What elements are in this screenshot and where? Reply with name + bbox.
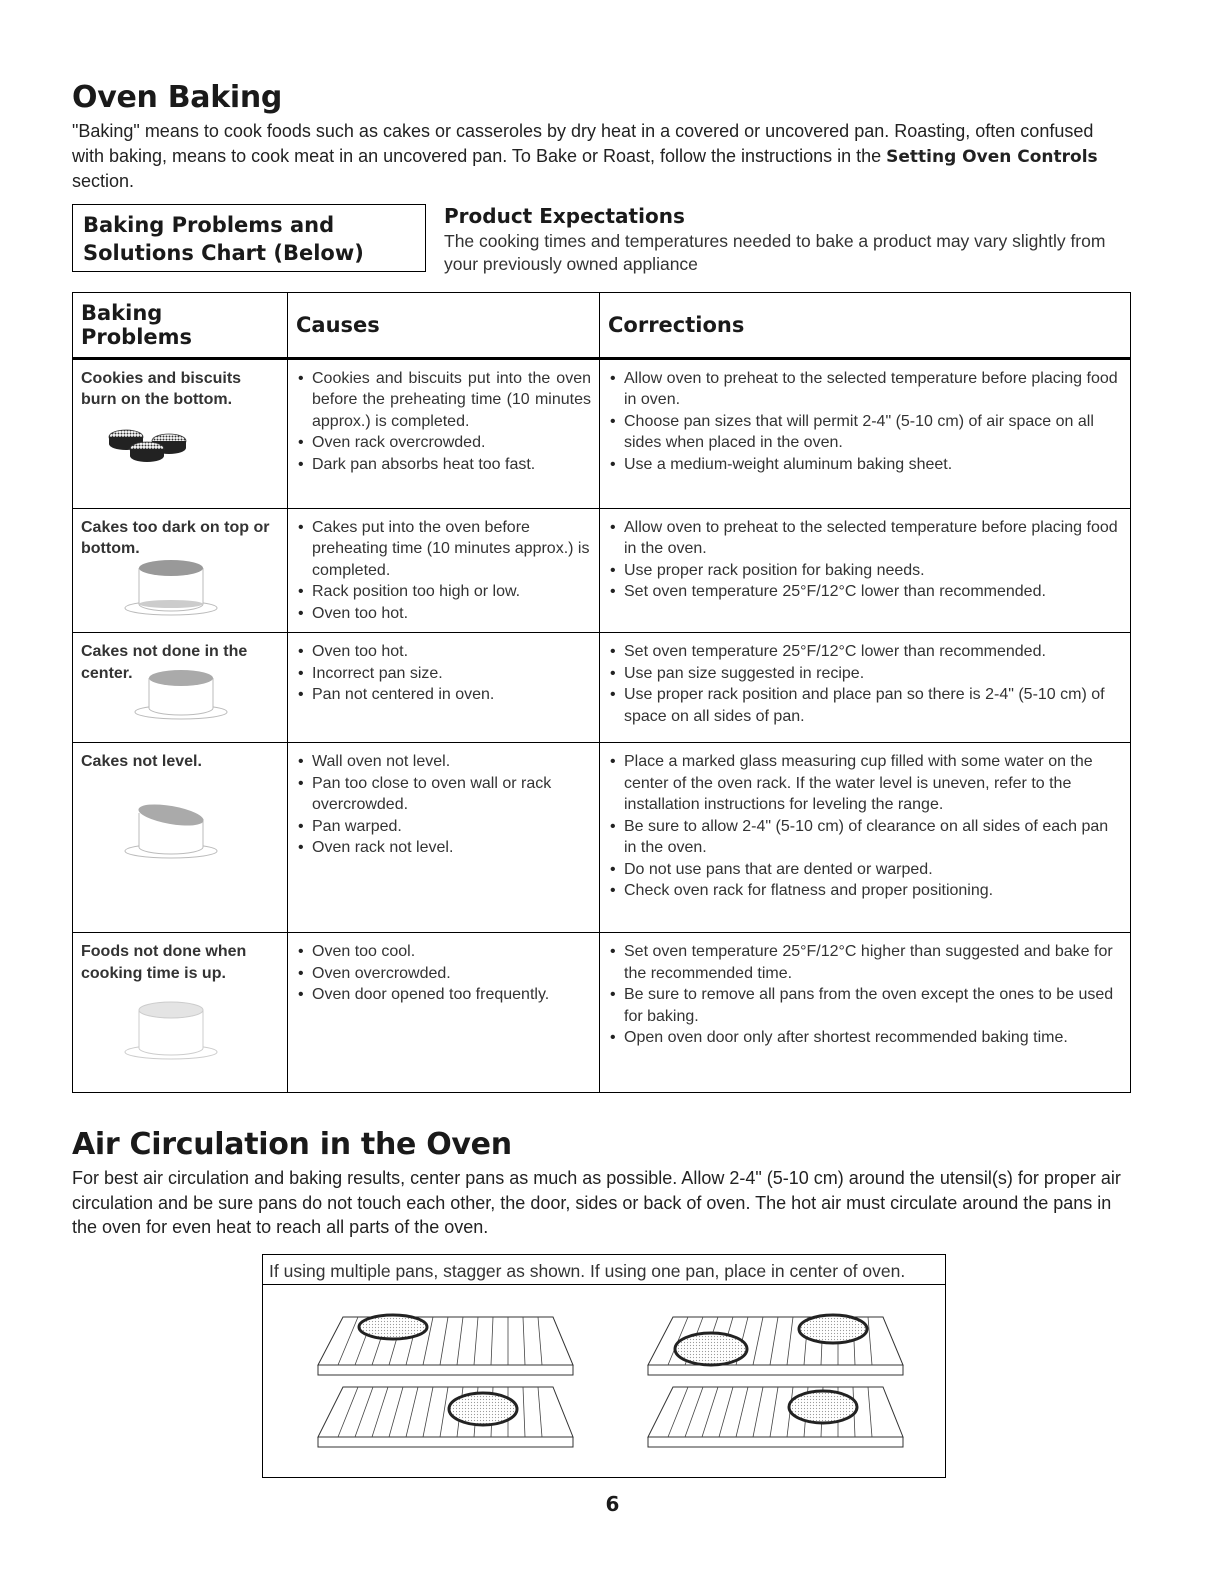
- cause-item: • Oven too cool.: [296, 941, 591, 963]
- table-row: [73, 933, 1131, 1093]
- problem-text: Cakes too dark on top or bottom.: [81, 518, 270, 557]
- correction-item: • Set oven temperature 25°F/12°C lower than recommended.: [608, 581, 1122, 603]
- problem-text: Foods not done when cooking time is up.: [81, 943, 247, 982]
- chart-title-box: [72, 204, 426, 272]
- header-corrections: Corrections: [600, 292, 1131, 358]
- table-row: [73, 743, 1131, 933]
- causes-cell: [288, 508, 600, 633]
- cake-dark-icon: [81, 556, 241, 616]
- pan-placement-caption: If using multiple pans, stagger as shown. If using one pan, place in center of oven.: [263, 1255, 945, 1285]
- pan-left-top: [359, 1315, 427, 1339]
- correction-item: • Be sure to allow 2-4" (5-10 cm) of clearance on all sides of each pan in the oven.: [608, 816, 1122, 859]
- cause-item: • Wall oven not level.: [296, 751, 591, 773]
- chart-title-line2: Solutions Chart (Below): [83, 240, 364, 265]
- page-number: 6: [605, 1492, 620, 1516]
- cake-tilted-icon: [81, 795, 251, 865]
- cause-item: • Oven too hot.: [296, 603, 591, 625]
- air-circulation-title: Air Circulation in the Oven: [72, 1127, 512, 1162]
- product-expectations-title: Product Expectations: [444, 203, 685, 228]
- cause-item: • Pan too close to oven wall or rack overcrowded.: [296, 773, 591, 816]
- corrections-cell: [600, 508, 1131, 633]
- causes-cell: [288, 633, 600, 743]
- pan-right-bottom: [789, 1391, 857, 1423]
- chart-title-line1: Baking Problems and: [83, 212, 335, 237]
- oven-racks-illustration: [263, 1287, 945, 1477]
- chart-intro-row: [72, 204, 1130, 290]
- pan-right-top-1: [675, 1333, 747, 1365]
- correction-item: • Set oven temperature 25°F/12°C lower than recommended.: [608, 641, 1122, 663]
- correction-item: • Use a medium-weight aluminum baking sheet.: [608, 454, 1122, 476]
- correction-item: • Check oven rack for flatness and proper positioning.: [608, 880, 1122, 902]
- problem-cell: [73, 508, 288, 633]
- problem-cell: [73, 358, 288, 508]
- problem-text: Cakes not done in the center.: [81, 643, 248, 682]
- cause-item: • Pan warped.: [296, 816, 591, 838]
- oven-baking-intro: [72, 119, 1130, 194]
- cause-item: • Oven door opened too frequently.: [296, 984, 591, 1006]
- air-circulation-text: For best air circulation and baking results, center pans as much as possible. Allow 2-4" (5-10 cm) around the utensil(s) for proper air circulation and be sure pans do not touch each other, the door, sides or back of oven. The hot air must circulate around the pans in the oven for even heat to reach all parts of the oven.: [72, 1168, 1121, 1237]
- table-header-row: [73, 292, 1131, 358]
- oven-baking-title: Oven Baking: [72, 80, 283, 115]
- correction-item: • Allow oven to preheat to the selected temperature before placing food in the oven.: [608, 517, 1122, 560]
- problem-text: Cakes not level.: [81, 753, 202, 770]
- correction-item: • Use pan size suggested in recipe.: [608, 663, 1122, 685]
- cause-item: • Oven rack overcrowded.: [296, 432, 591, 454]
- cause-item: • Rack position too high or low.: [296, 581, 591, 603]
- corrections-cell: [600, 358, 1131, 508]
- causes-cell: [288, 358, 600, 508]
- table-row: [73, 508, 1131, 633]
- problem-text: Cookies and biscuits burn on the bottom.: [81, 369, 242, 408]
- cookies-icon: [81, 417, 201, 467]
- table-row: [73, 358, 1131, 508]
- intro-bold-link: Setting Oven Controls: [886, 146, 1098, 167]
- cause-item: • Cakes put into the oven before preheating time (10 minutes approx.) is completed.: [296, 517, 591, 582]
- pan-placement-figure: [262, 1254, 946, 1478]
- table-row: [73, 633, 1131, 743]
- cause-item: • Dark pan absorbs heat too fast.: [296, 454, 591, 476]
- cause-item: • Oven overcrowded.: [296, 963, 591, 985]
- pan-left-bottom: [449, 1393, 517, 1425]
- correction-item: • Use proper rack position for baking needs.: [608, 560, 1122, 582]
- cake-pale-icon: [81, 994, 251, 1064]
- correction-item: • Choose pan sizes that will permit 2-4" (5-10 cm) of air space on all sides when placed in the oven.: [608, 411, 1122, 454]
- corrections-cell: [600, 933, 1131, 1093]
- correction-item: • Be sure to remove all pans from the oven except the ones to be used for baking.: [608, 984, 1122, 1027]
- problem-cell: [73, 633, 288, 743]
- header-causes: Causes: [288, 292, 600, 358]
- correction-item: • Place a marked glass measuring cup filled with some water on the center of the oven rack. If the water level is uneven, refer to the installation instructions for leveling the range.: [608, 751, 1122, 816]
- problem-cell: [73, 743, 288, 933]
- page: [72, 80, 1130, 1478]
- intro-end: section.: [72, 171, 135, 191]
- cause-item: • Incorrect pan size.: [296, 663, 591, 685]
- product-expectations: [444, 204, 1130, 290]
- problem-cell: [73, 933, 288, 1093]
- rack-left-lower: [318, 1387, 573, 1447]
- correction-item: • Do not use pans that are dented or warped.: [608, 859, 1122, 881]
- correction-item: • Allow oven to preheat to the selected temperature before placing food in oven.: [608, 368, 1122, 411]
- correction-item: • Open oven door only after shortest recommended baking time.: [608, 1027, 1122, 1049]
- intro-text: "Baking" means to cook foods such as cakes or casseroles by dry heat in a covered or uncovered pan. Roasting, often confused with baking, means to cook meat in an uncovered pan. To Bake or Roast, follow the instructions in the: [72, 121, 1094, 166]
- correction-item: • Use proper rack position and place pan so there is 2-4" (5-10 cm) of space on all sides of pan.: [608, 684, 1122, 727]
- baking-problems-table: [72, 292, 1131, 1094]
- rack-right-lower: [648, 1387, 903, 1447]
- cause-item: • Cookies and biscuits put into the oven before the preheating time (10 minutes approx.) is completed.: [296, 368, 591, 433]
- corrections-cell: [600, 633, 1131, 743]
- cause-item: • Oven rack not level.: [296, 837, 591, 859]
- corrections-cell: [600, 743, 1131, 933]
- header-problems: Baking Problems: [73, 292, 288, 358]
- cause-item: • Pan not centered in oven.: [296, 684, 591, 706]
- rack-left-upper: [318, 1317, 573, 1375]
- causes-cell: [288, 743, 600, 933]
- product-expectations-text: The cooking times and temperatures needed to bake a product may vary slightly from your previously owned appliance: [444, 230, 1106, 274]
- correction-item: • Set oven temperature 25°F/12°C higher than suggested and bake for the recommended time.: [608, 941, 1122, 984]
- cause-item: • Oven too hot.: [296, 641, 591, 663]
- pan-right-top-2: [799, 1315, 867, 1343]
- causes-cell: [288, 933, 600, 1093]
